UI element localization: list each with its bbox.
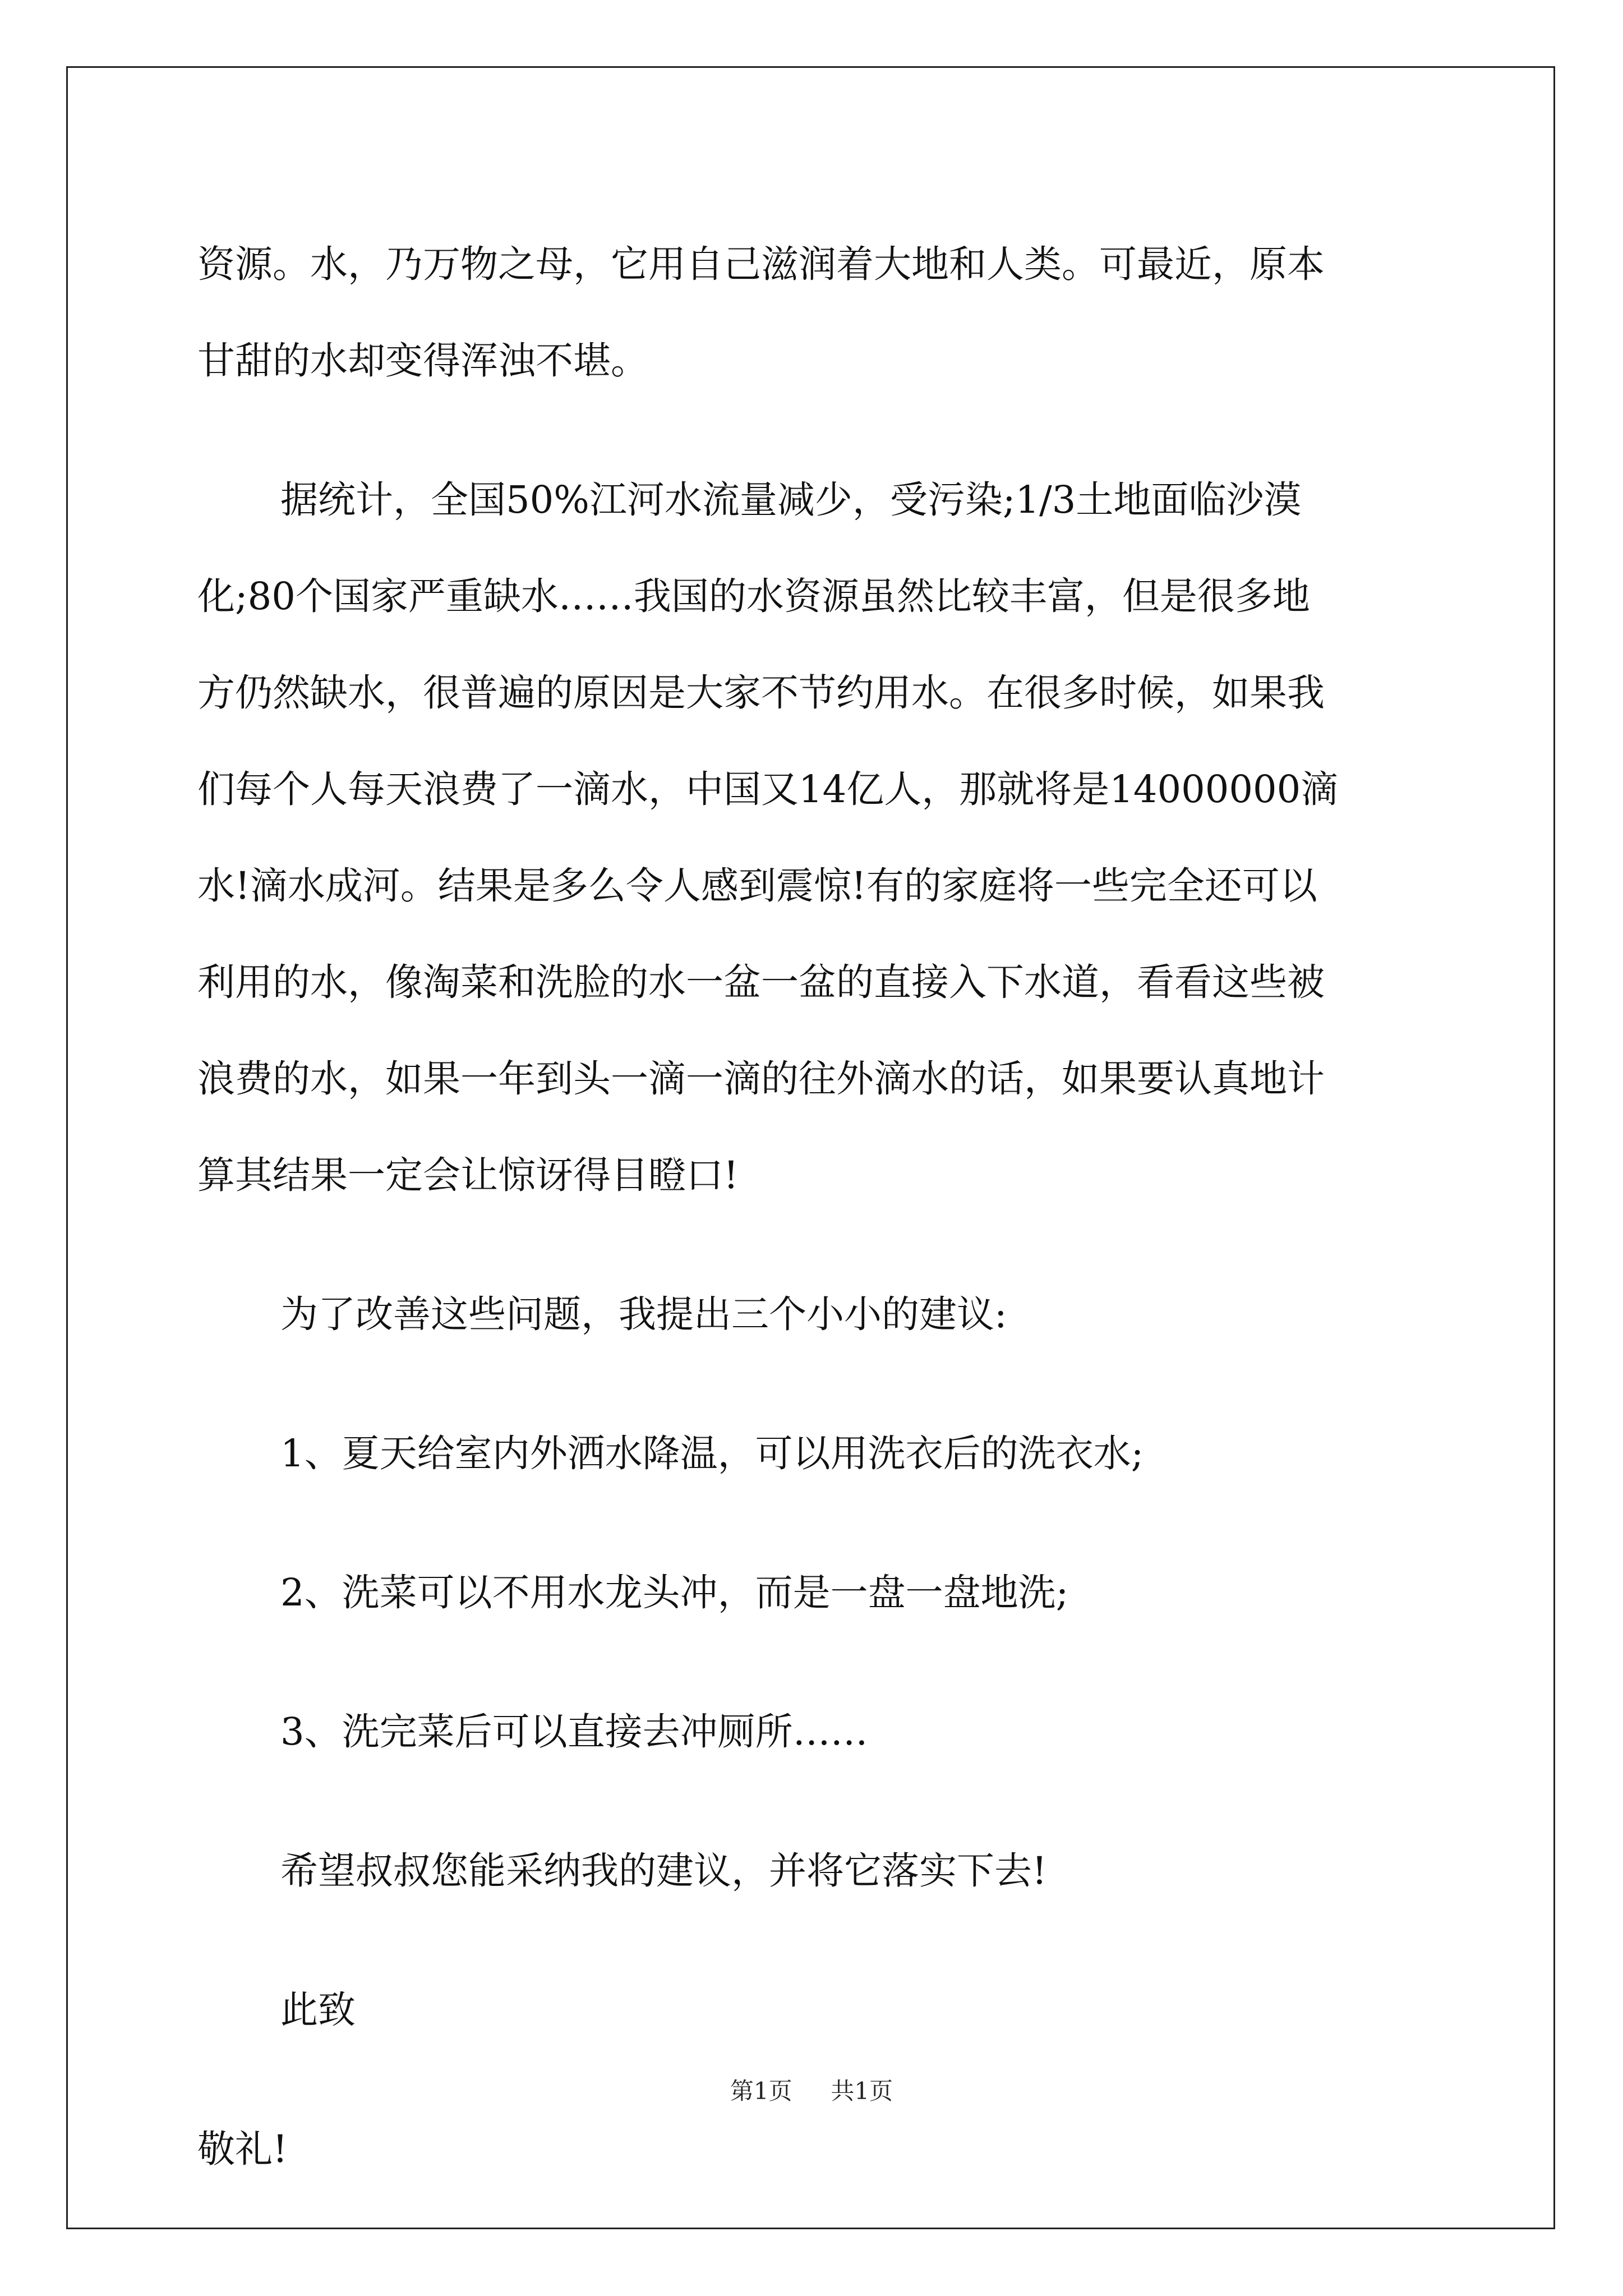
page-number: 第1页 (730, 2077, 792, 2105)
text-line (197, 1405, 1423, 1502)
paragraph-2-line-5: 水!滴水成河。结果是多么令人感到震惊!有的家庭将一些完全还可以 (197, 864, 1317, 908)
salutation-cizhi: 此致 (280, 1988, 356, 2032)
text-line (197, 838, 1423, 934)
salutation-jingli: 敬礼! (197, 2127, 288, 2171)
text-line (197, 1823, 1423, 1919)
paragraph-2-line-2: 化;80个国家严重缺水……我国的水资源虽然比较丰富，但是很多地 (197, 574, 1310, 618)
suggestion-2: 2、洗菜可以不用水龙头冲，而是一盘一盘地洗; (280, 1571, 1069, 1614)
text-line (197, 1030, 1423, 1127)
text-line (197, 1544, 1423, 1641)
suggestion-1: 1、夏天给室内外洒水降温，可以用洗衣后的洗衣水; (280, 1432, 1144, 1475)
page-total: 共1页 (831, 2077, 893, 2105)
text-line (197, 1683, 1423, 1780)
suggestion-3: 3、洗完菜后可以直接去冲厕所…… (280, 1710, 868, 1754)
text-line (197, 645, 1423, 741)
paragraph-2-line-7: 浪费的水，如果一年到头一滴一滴的往外滴水的话，如果要认真地计 (197, 1057, 1325, 1101)
closing-request: 希望叔叔您能采纳我的建议，并将它落实下去! (280, 1849, 1047, 1893)
paragraph-3-line-1: 为了改善这些问题，我提出三个小小的建议: (280, 1292, 1007, 1336)
text-line (197, 1127, 1423, 1223)
paragraph-1-line-2: 甘甜的水却变得浑浊不堪。 (197, 339, 648, 383)
text-line (197, 312, 1423, 409)
text-line (197, 741, 1423, 838)
text-line (197, 216, 1423, 312)
paragraph-1-line-1: 资源。水，乃万物之母，它用自己滋润着大地和人类。可最近，原本 (197, 242, 1325, 286)
paragraph-2-line-3: 方仍然缺水，很普遍的原因是大家不节约用水。在很多时候，如果我 (197, 671, 1325, 715)
page-footer (0, 2073, 1623, 2106)
text-line (197, 548, 1423, 645)
text-line (197, 1266, 1423, 1363)
text-line (197, 452, 1423, 548)
text-line (197, 934, 1423, 1030)
paragraph-2-line-6: 利用的水，像淘菜和洗脸的水一盆一盆的直接入下水道，看看这些被 (197, 960, 1325, 1004)
text-line (197, 2101, 1423, 2197)
paragraph-2-line-1: 据统计，全国50%江河水流量减少，受污染;1/3土地面临沙漠 (280, 478, 1302, 522)
paragraph-2-line-4: 们每个人每天浪费了一滴水，中国又14亿人，那就将是14000000滴 (197, 767, 1339, 811)
text-line (197, 1962, 1423, 2058)
document-body (197, 216, 1423, 2197)
paragraph-2-line-8: 算其结果一定会让惊讶得目瞪口! (197, 1153, 739, 1197)
